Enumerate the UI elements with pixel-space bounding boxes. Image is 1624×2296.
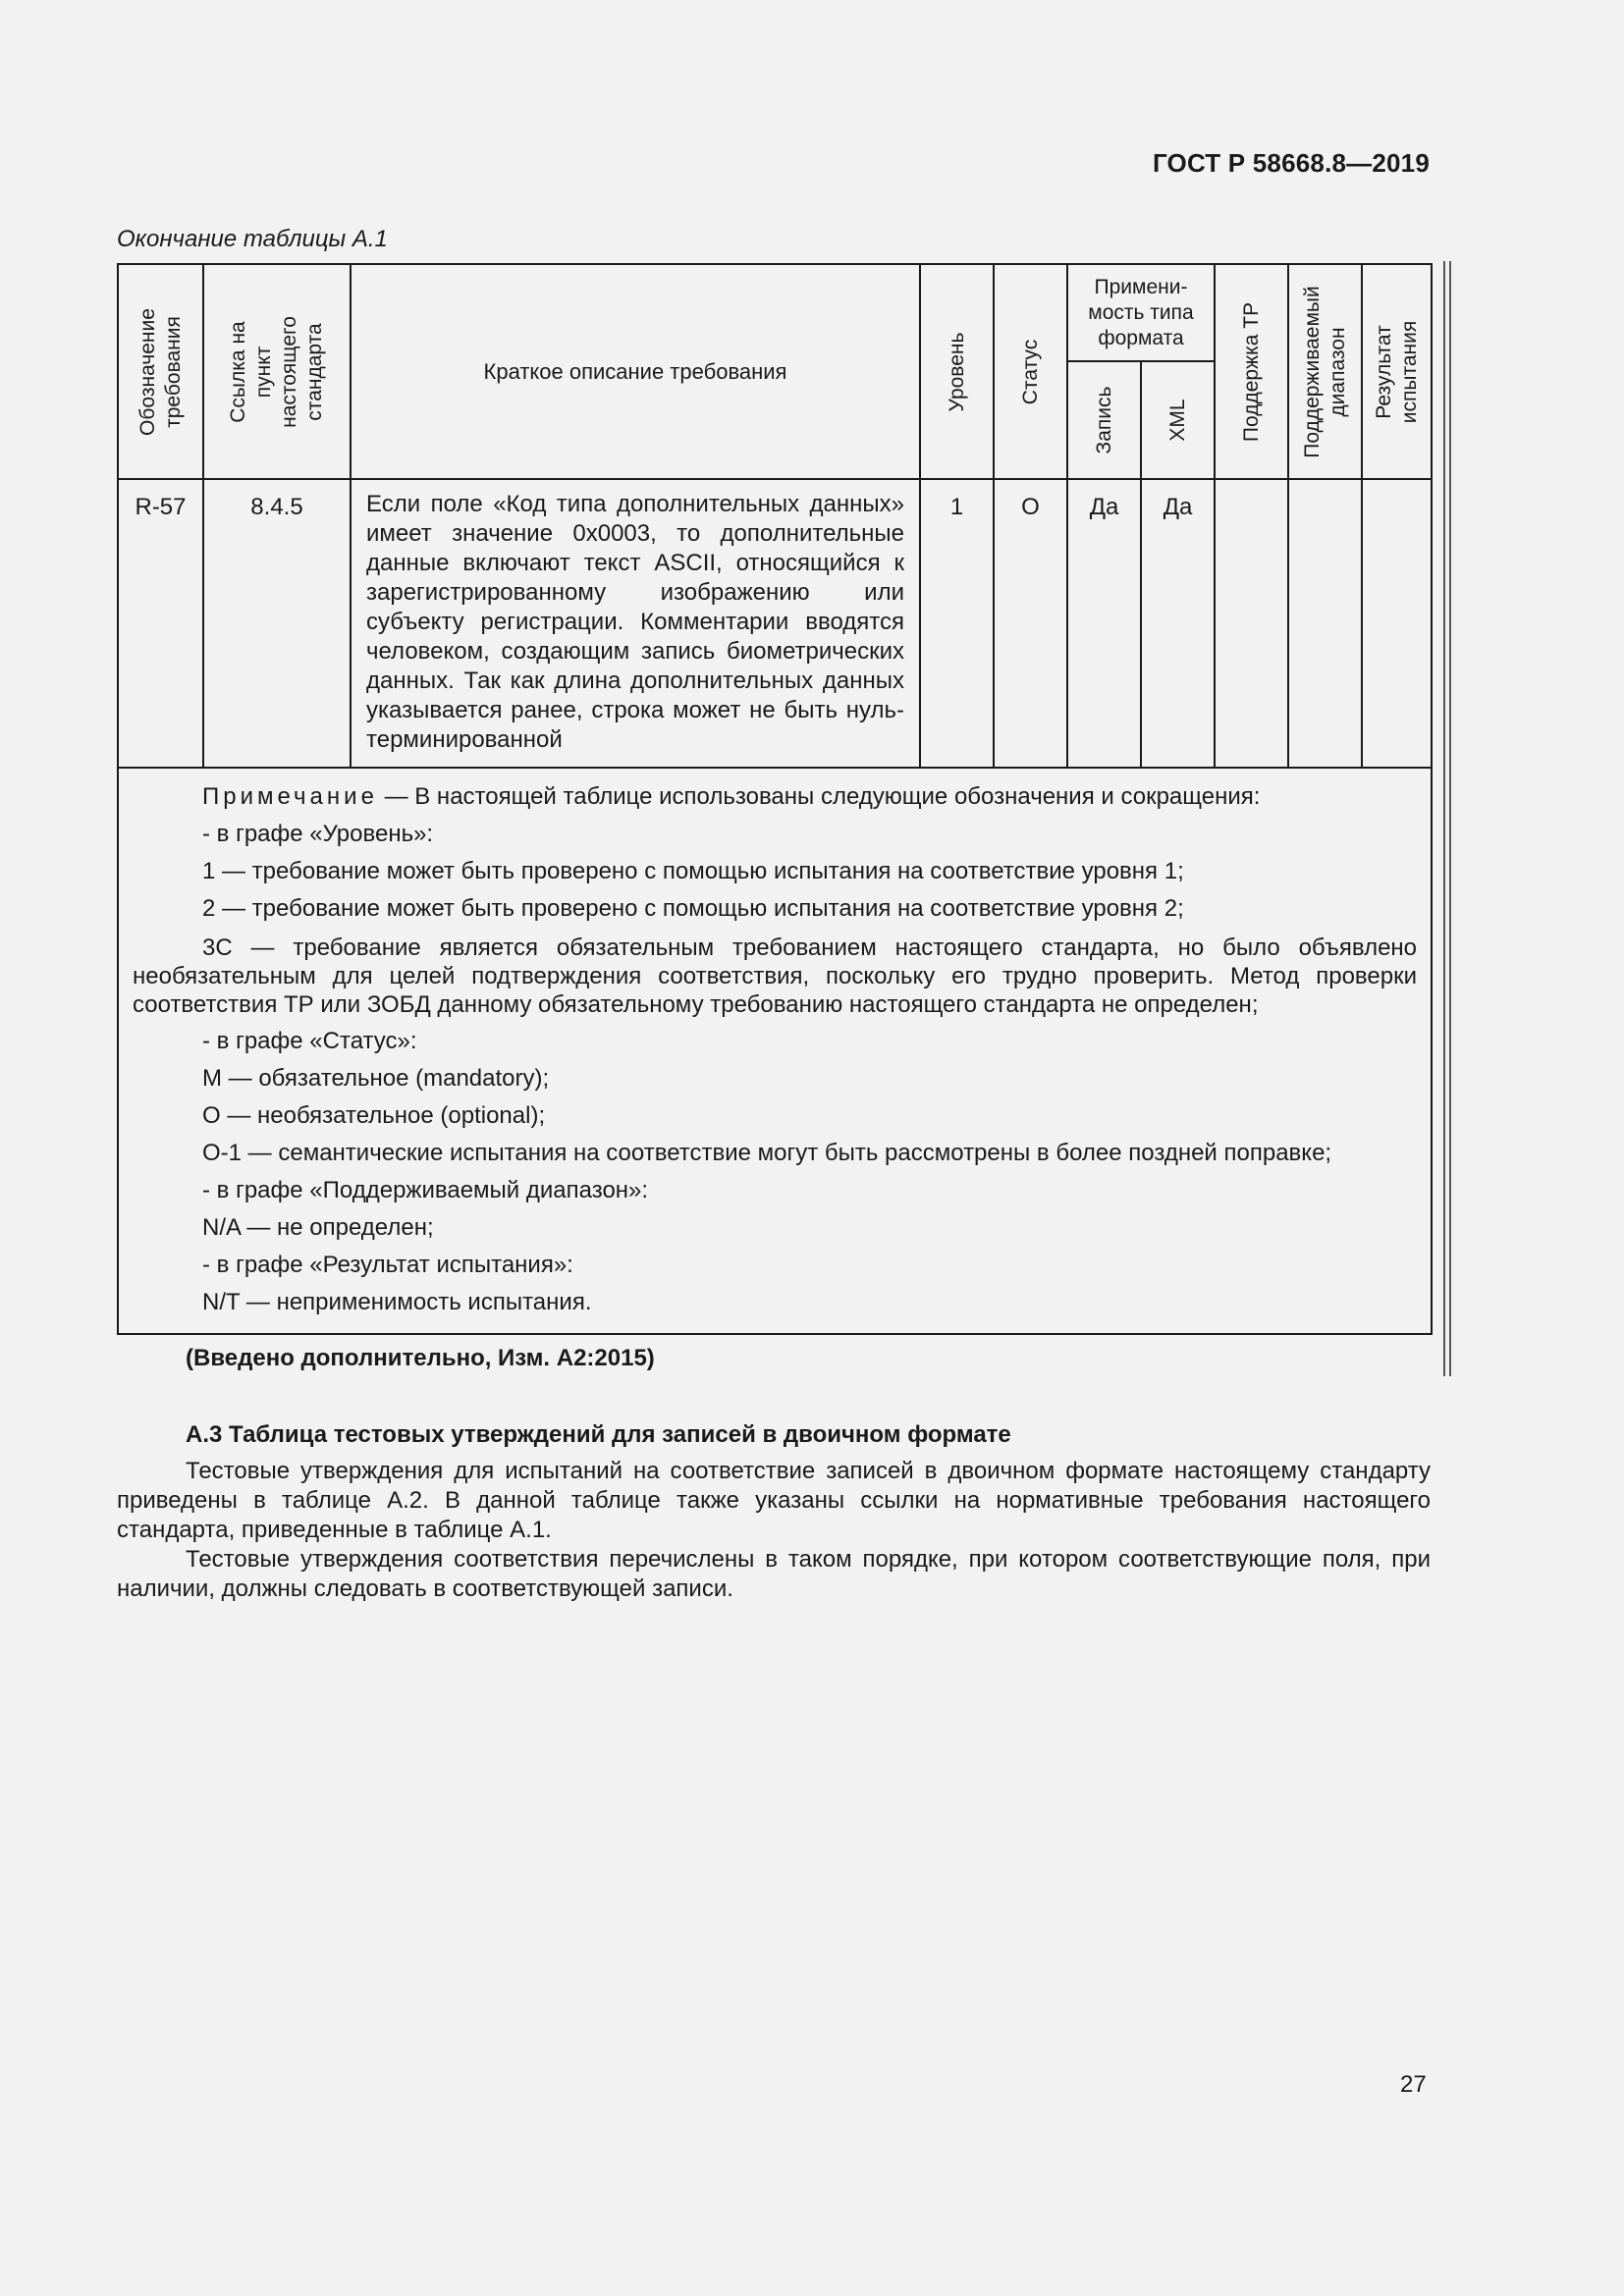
- note-line: - в графе «Уровень»:: [202, 821, 434, 847]
- cell-level: 1: [920, 479, 994, 768]
- header-applicability: Примени- мость типа формата: [1067, 264, 1215, 361]
- header-test-result: Результат испытания: [1362, 264, 1432, 479]
- cell-test-result: [1362, 479, 1432, 768]
- cell-designation: R-57: [118, 479, 203, 768]
- note-line: 2 — требование может быть проверено с помощью испытания на соответствие уровня 2;: [202, 895, 1184, 922]
- cell-xml: Да: [1141, 479, 1215, 768]
- requirements-table: [117, 263, 1433, 1335]
- revision-bar: [1443, 261, 1445, 1376]
- revision-bar: [1449, 261, 1451, 1376]
- cell-supported-range: [1288, 479, 1362, 768]
- note-line: 1 — требование может быть проверено с помощью испытания на соответствие уровня 1;: [202, 858, 1184, 884]
- table-note: [118, 768, 1432, 1334]
- note-line: О — необязательное (optional);: [202, 1102, 546, 1129]
- table-caption: Окончание таблицы А.1: [117, 226, 388, 252]
- document-code: ГОСТ Р 58668.8—2019: [1152, 148, 1430, 178]
- note-label: Примечание: [202, 783, 378, 810]
- header-tp-support: Поддержка ТР: [1215, 264, 1288, 479]
- page-number: 27: [1400, 2071, 1427, 2098]
- header-description: Краткое описание требования: [351, 264, 920, 479]
- amendment-note: (Введено дополнительно, Изм. А2:2015): [186, 1345, 655, 1371]
- note-paragraph: 3С — требование является обязательным требованием настоящего стандарта, но было объявлено необязательным для целей подтверждения соответствия, поскольку его трудно проверить. Метод проверки соответствия ТР или ЗОБД данному обязательному требованию настоящего стандарта не определен;: [133, 934, 1418, 1018]
- header-designation: Обозначение требования: [118, 264, 203, 479]
- cell-tp-support: [1215, 479, 1288, 768]
- note-line: О-1 — семантические испытания на соответствие могут быть рассмотрены в более поздней поправке;: [202, 1140, 1332, 1166]
- note-line: N/A — не определен;: [202, 1214, 434, 1241]
- cell-record: Да: [1067, 479, 1141, 768]
- header-status: Статус: [994, 264, 1067, 479]
- header-xml: XML: [1141, 361, 1215, 479]
- cell-reference: 8.4.5: [203, 479, 351, 768]
- header-level: Уровень: [920, 264, 994, 479]
- section-title: А.3 Таблица тестовых утверждений для записей в двоичном формате: [186, 1421, 1011, 1448]
- header-supported-range: Поддерживаемый диапазон: [1288, 264, 1362, 479]
- header-record: Запись: [1067, 361, 1141, 479]
- section-paragraph: Тестовые утверждения для испытаний на соответствие записей в двоичном формате настоящему стандарту приведены в таблице А.2. В данной таблице также указаны ссылки на нормативные требования настоящего стандарта, приведенные в таблице А.1.: [117, 1458, 1431, 1543]
- note-intro: Примечание — В настоящей таблице использованы следующие обозначения и сокращения:: [202, 783, 1261, 810]
- cell-status: О: [994, 479, 1067, 768]
- note-line: - в графе «Результат испытания»:: [202, 1252, 573, 1278]
- note-line: М — обязательное (mandatory);: [202, 1065, 550, 1092]
- table-row: [118, 479, 1432, 768]
- note-line: - в графе «Статус»:: [202, 1028, 417, 1054]
- note-line: - в графе «Поддерживаемый диапазон»:: [202, 1177, 649, 1203]
- note-line: N/T — неприменимость испытания.: [202, 1289, 592, 1315]
- cell-description: Если поле «Код типа дополнительных данных» имеет значение 0x0003, то дополнительные данные включают текст ASCII, относящийся к зарегистрированному изображению или субъекту регистрации. Комментарии вводятся человеком, создающим запись биометрических данных. Так как длина дополнительных данных указывается ранее, строка может не быть нуль-терминированной: [351, 479, 920, 768]
- section-paragraph: Тестовые утверждения соответствия перечислены в таком порядке, при котором соответствующие поля, при наличии, должны следовать в соответствующей записи.: [117, 1546, 1431, 1602]
- header-reference: Ссылка на пункт настоящего стандарта: [203, 264, 351, 479]
